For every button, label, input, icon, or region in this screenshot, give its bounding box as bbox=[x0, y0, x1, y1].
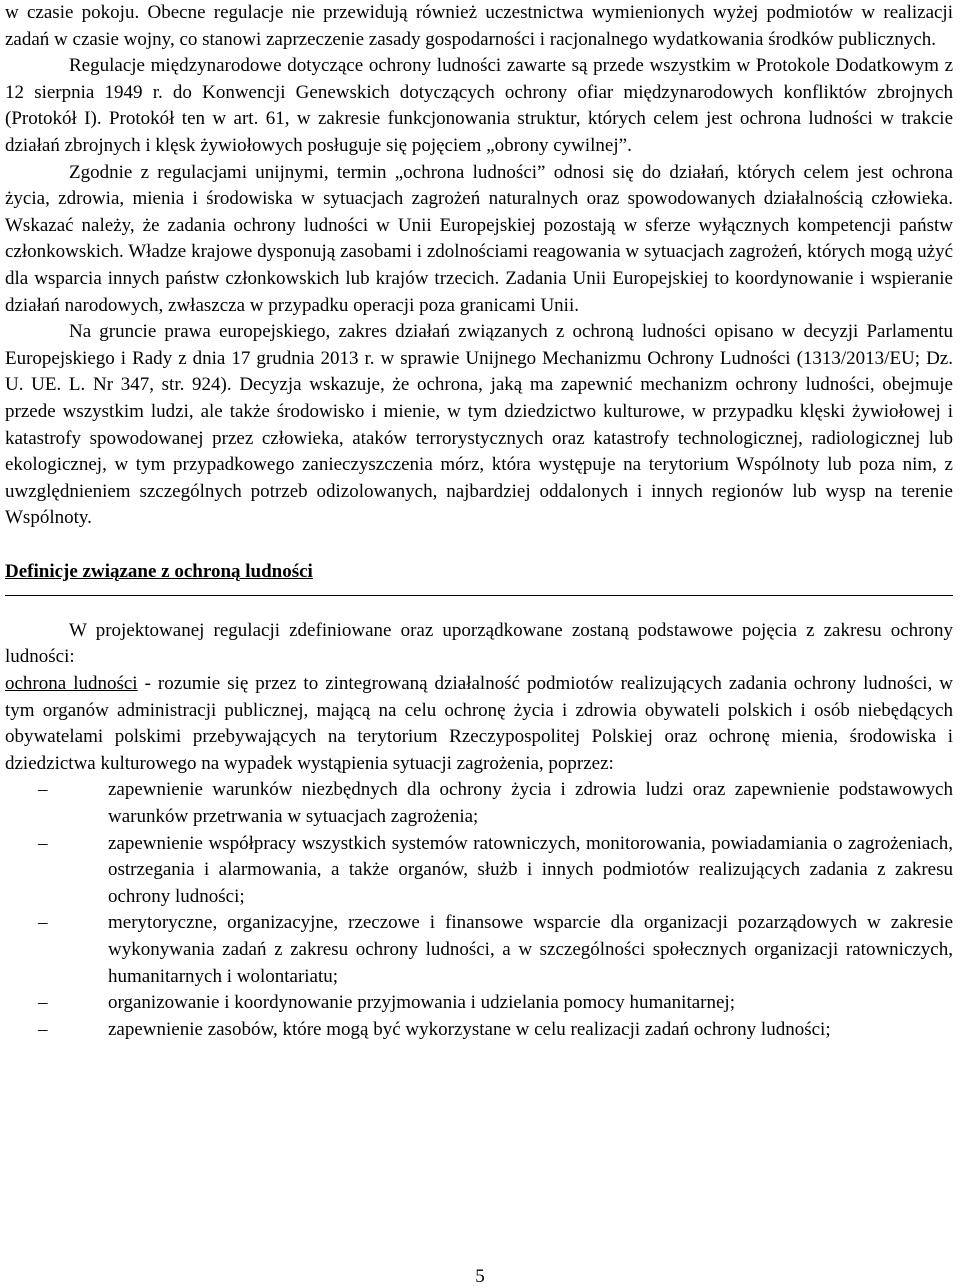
section-heading bbox=[5, 559, 953, 585]
paragraph-eu-law-decision: Na gruncie prawa europejskiego, zakres działań związanych z ochroną ludności opisano w decyzji Parlamentu Europejskiego i Rady z dnia 17 grudnia 2013 r. w sprawie Unijnego Mechanizmu Ochrony Ludności (1313/2013/EU; Dz. U. UE. L. Nr 347, str. 924). Decyzja wskazuje, że ochrona, jaką ma zapewnić mechanizm ochrony ludności, obejmuje przede wszystkim ludzi, ale także środowisko i mienie, w tym dziedzictwo kulturowe, w przypadku klęski żywiołowej i katastrofy spowodowanej przez człowieka, ataków terrorystycznych oraz katastrofy technologicznej, radiologicznej lub ekologicznej, w tym przypadkowego zanieczyszczenia mórz, która występuje na terytorium Wspólnoty lub poza nim, z uwzględnieniem szczególnych potrzeb odizolowanych, najbardziej oddalonych i innych regionów lub wysp na terenie Wspólnoty. bbox=[5, 321, 953, 529]
list-item bbox=[5, 777, 953, 830]
document-page bbox=[5, 0, 953, 1043]
definition-text: - rozumie się przez to zintegrowaną działalność podmiotów realizujących zadania ochrony ludności, w tym organów administracji publicznej, mającą na celu ochronę życia i zdrowia obywateli polskich i osób niebędących obywatelami polskimi przebywających na terytorium Rzeczypospolitej Polskiej oraz ochronę mienia, środowiska i dziedzictwa kulturowego na wypadek wystąpienia sytuacji zagrożenia, poprzez: bbox=[5, 673, 954, 774]
paragraph-intro-continued: w czasie pokoju. Obecne regulacje nie przewidują również uczestnictwa wymienionych wyżej podmiotów w realizacji zadań w czasie wojny, co stanowi zaprzeczenie zasady gospodarności i racjonalnego wydatkowania środków publicznych. bbox=[5, 2, 953, 50]
list-item bbox=[5, 910, 953, 990]
dash-bullet: – bbox=[38, 779, 48, 801]
definition-list bbox=[5, 777, 953, 1043]
list-item-text: organizowanie i koordynowanie przyjmowania i udzielania pomocy humanitarnej; bbox=[108, 992, 735, 1014]
dash-bullet: – bbox=[38, 1018, 48, 1040]
paragraph-definitions-intro: W projektowanej regulacji zdefiniowane oraz uporządkowane zostaną podstawowe pojęcia z zakresu ochrony ludności: bbox=[5, 619, 953, 668]
paragraph-international-regulations: Regulacje międzynarodowe dotyczące ochrony ludności zawarte są przede wszystkim w Protokole Dodatkowym z 12 sierpnia 1949 r. do Konwencji Genewskich dotyczących ochrony ofiar międzynarodowych konfliktów zbrojnych (Protokół I). Protokół ten w art. 61, w zakresie funkcjonowania struktur, których celem jest ochrona ludności w trakcie działań zbrojnych i klęsk żywiołowych posługuje się pojęciem „obrony cywilnej”. bbox=[5, 55, 953, 156]
dash-bullet: – bbox=[38, 992, 48, 1014]
list-item-text: merytoryczne, organizacyjne, rzeczowe i finansowe wsparcie dla organizacji pozarządowych w zakresie wykonywania zadań z zakresu ochrony ludności, a w szczególności społecznych organizacji ratowniczych, humanitarnych i wolontariatu; bbox=[108, 912, 953, 987]
dash-bullet: – bbox=[38, 832, 48, 854]
section-divider bbox=[5, 595, 953, 596]
paragraph-eu-regulations: Zgodnie z regulacjami unijnymi, termin „ochrona ludności” odnosi się do działań, których celem jest ochrona życia, zdrowia, mienia i środowiska w sytuacjach zagrożeń naturalnych oraz spowodowanych działalnością człowieka. Wskazać należy, że zadania ochrony ludności w Unii Europejskiej pozostają w sferze wyłącznych kompetencji państw członkowskich. Władze krajowe dysponują zasobami i zdolnościami reagowania w sytuacjach zagrożeń, których mogą użyć dla wsparcia innych państw członkowskich lub krajów trzecich. Zadania Unii Europejskiej to koordynowanie i wspieranie działań narodowych, zwłaszcza w przypadku operacji poza granicami Unii. bbox=[5, 161, 953, 316]
page-number: 5 bbox=[475, 1266, 485, 1287]
list-item bbox=[5, 831, 953, 911]
list-item bbox=[5, 990, 953, 1017]
section-heading-text: Definicje związane z ochroną ludności bbox=[5, 560, 313, 582]
list-item-text: zapewnienie współpracy wszystkich systemów ratowniczych, monitorowania, powiadamiania o zagrożeniach, ostrzegania i alarmowania, a także organów, służb i innych podmiotów realizujących zadania z zakresu ochrony ludności; bbox=[108, 832, 953, 907]
list-item bbox=[5, 1017, 953, 1044]
list-item-text: zapewnienie warunków niezbędnych dla ochrony życia i zdrowia ludzi oraz zapewnienie podstawowych warunków przetrwania w sytuacjach zagrożenia; bbox=[108, 779, 953, 828]
list-item-text: zapewnienie zasobów, które mogą być wykorzystane w celu realizacji zadań ochrony ludności; bbox=[108, 1018, 831, 1040]
defined-term: ochrona ludności bbox=[5, 673, 138, 695]
dash-bullet: – bbox=[38, 912, 48, 934]
paragraph-definition bbox=[5, 671, 953, 777]
